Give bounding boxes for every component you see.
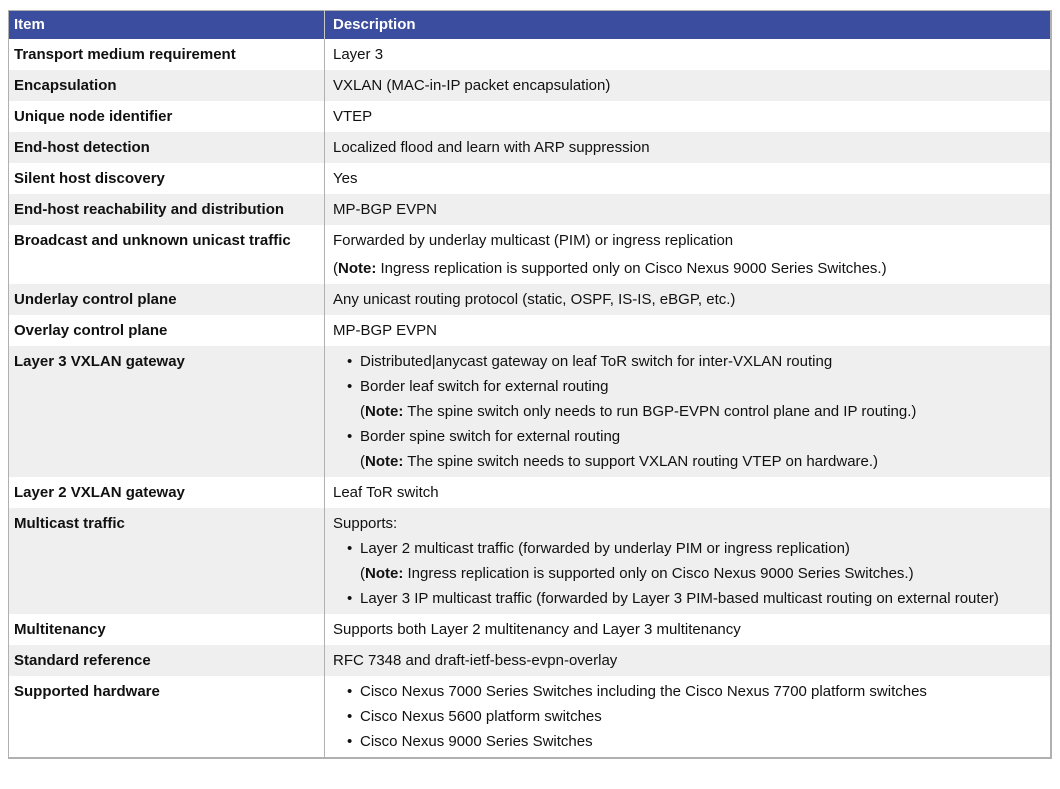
note-text: (Note: The spine switch only needs to run BGP-EVPN control plane and IP routing.) xyxy=(360,403,917,420)
table-row xyxy=(9,194,1052,225)
item-cell: End-host detection xyxy=(14,139,150,156)
bullet-list xyxy=(333,349,1042,474)
description-cell xyxy=(325,346,1052,477)
description-text: Leaf ToR switch xyxy=(333,484,439,501)
bullet-list xyxy=(333,536,1042,611)
item-cell: Unique node identifier xyxy=(14,108,173,125)
description-text: Yes xyxy=(333,170,358,187)
table-row xyxy=(9,132,1052,163)
description-cell xyxy=(325,132,1052,163)
vxlan-spec-table xyxy=(8,10,1052,759)
description-text: VTEP xyxy=(333,108,373,125)
description-text: Any unicast routing protocol (static, OSPF, IS-IS, eBGP, etc.) xyxy=(333,291,736,308)
description-cell xyxy=(325,614,1052,645)
table-row xyxy=(9,477,1052,508)
description-text: MP-BGP EVPN xyxy=(333,201,437,218)
description-cell xyxy=(325,70,1052,101)
item-cell: Transport medium requirement xyxy=(14,46,236,63)
description-cell xyxy=(325,508,1052,614)
table-row xyxy=(9,163,1052,194)
note-text: (Note: The spine switch needs to support VXLAN routing VTEP on hardware.) xyxy=(360,453,879,470)
note-label: Note: xyxy=(365,403,404,420)
item-cell: Overlay control plane xyxy=(14,322,168,339)
item-cell: Layer 3 VXLAN gateway xyxy=(14,353,185,370)
table-row xyxy=(9,614,1052,645)
table-row xyxy=(9,315,1052,346)
description-cell xyxy=(325,477,1052,508)
description-cell xyxy=(325,39,1052,70)
table-body xyxy=(9,39,1052,758)
table-row xyxy=(9,39,1052,70)
note-label: Note: xyxy=(365,565,404,582)
description-cell xyxy=(325,284,1052,315)
description-cell xyxy=(325,315,1052,346)
item-cell: Multicast traffic xyxy=(14,515,125,532)
bullet-item: • Border spine switch for external routing (Note: The spine switch needs to support VXLAN routing VTEP on hardware.) xyxy=(347,424,1042,474)
table-row xyxy=(9,70,1052,101)
column-header-item: Item xyxy=(9,11,325,40)
note-label: Note: xyxy=(338,260,377,277)
bullet-item: • Cisco Nexus 9000 Series Switches xyxy=(347,729,1042,754)
item-cell: End-host reachability and distribution xyxy=(14,201,285,218)
table-row xyxy=(9,645,1052,676)
description-text: VXLAN (MAC-in-IP packet encapsulation) xyxy=(333,77,611,94)
item-cell: Broadcast and unknown unicast traffic xyxy=(14,232,291,249)
item-cell: Silent host discovery xyxy=(14,170,165,187)
bullet-item: • Layer 3 IP multicast traffic (forwarded by Layer 3 PIM-based multicast routing on external router) xyxy=(347,586,1042,611)
bullet-item: • Layer 2 multicast traffic (forwarded by underlay PIM or ingress replication) (Note: Ingress replication is supported only on Cisco Nexus 9000 Series Switches.) xyxy=(347,536,1042,586)
note-text: (Note: Ingress replication is supported only on Cisco Nexus 9000 Series Switches.) xyxy=(360,565,914,582)
item-cell: Layer 2 VXLAN gateway xyxy=(14,484,185,501)
description-text: Localized flood and learn with ARP suppression xyxy=(333,139,650,156)
column-header-description: Description xyxy=(325,11,1052,40)
table-row xyxy=(9,225,1052,284)
description-text: RFC 7348 and draft-ietf-bess-evpn-overlay xyxy=(333,652,618,669)
description-cell xyxy=(325,163,1052,194)
description-text: Forwarded by underlay multicast (PIM) or ingress replication xyxy=(333,232,734,249)
table-header xyxy=(9,11,1052,40)
table-row xyxy=(9,676,1052,758)
item-cell: Encapsulation xyxy=(14,77,117,94)
description-text: Layer 3 xyxy=(333,46,384,63)
table-row xyxy=(9,101,1052,132)
description-cell xyxy=(325,225,1052,284)
item-cell: Multitenancy xyxy=(14,621,106,638)
bullet-item: • Cisco Nexus 5600 platform switches xyxy=(347,704,1042,729)
item-cell: Supported hardware xyxy=(14,683,160,700)
bullet-list xyxy=(333,679,1042,754)
note-text: (Note: Ingress replication is supported only on Cisco Nexus 9000 Series Switches.) xyxy=(333,260,887,277)
description-cell xyxy=(325,645,1052,676)
note-label: Note: xyxy=(365,453,404,470)
table-row xyxy=(9,346,1052,477)
bullet-item: • Distributed|anycast gateway on leaf ToR switch for inter-VXLAN routing xyxy=(347,349,1042,374)
description-text: MP-BGP EVPN xyxy=(333,322,437,339)
table-row xyxy=(9,508,1052,614)
bullet-item: • Border leaf switch for external routing (Note: The spine switch only needs to run BGP-EVPN control plane and IP routing.) xyxy=(347,374,1042,424)
description-text: Supports both Layer 2 multitenancy and Layer 3 multitenancy xyxy=(333,621,741,638)
description-cell xyxy=(325,194,1052,225)
description-cell xyxy=(325,676,1052,758)
description-text: Supports: xyxy=(333,515,398,532)
table-row xyxy=(9,284,1052,315)
comparison-table-container xyxy=(8,10,1052,759)
header-row xyxy=(9,11,1052,40)
item-cell: Standard reference xyxy=(14,652,151,669)
description-cell xyxy=(325,101,1052,132)
bullet-item: • Cisco Nexus 7000 Series Switches including the Cisco Nexus 7700 platform switches xyxy=(347,679,1042,704)
item-cell: Underlay control plane xyxy=(14,291,177,308)
